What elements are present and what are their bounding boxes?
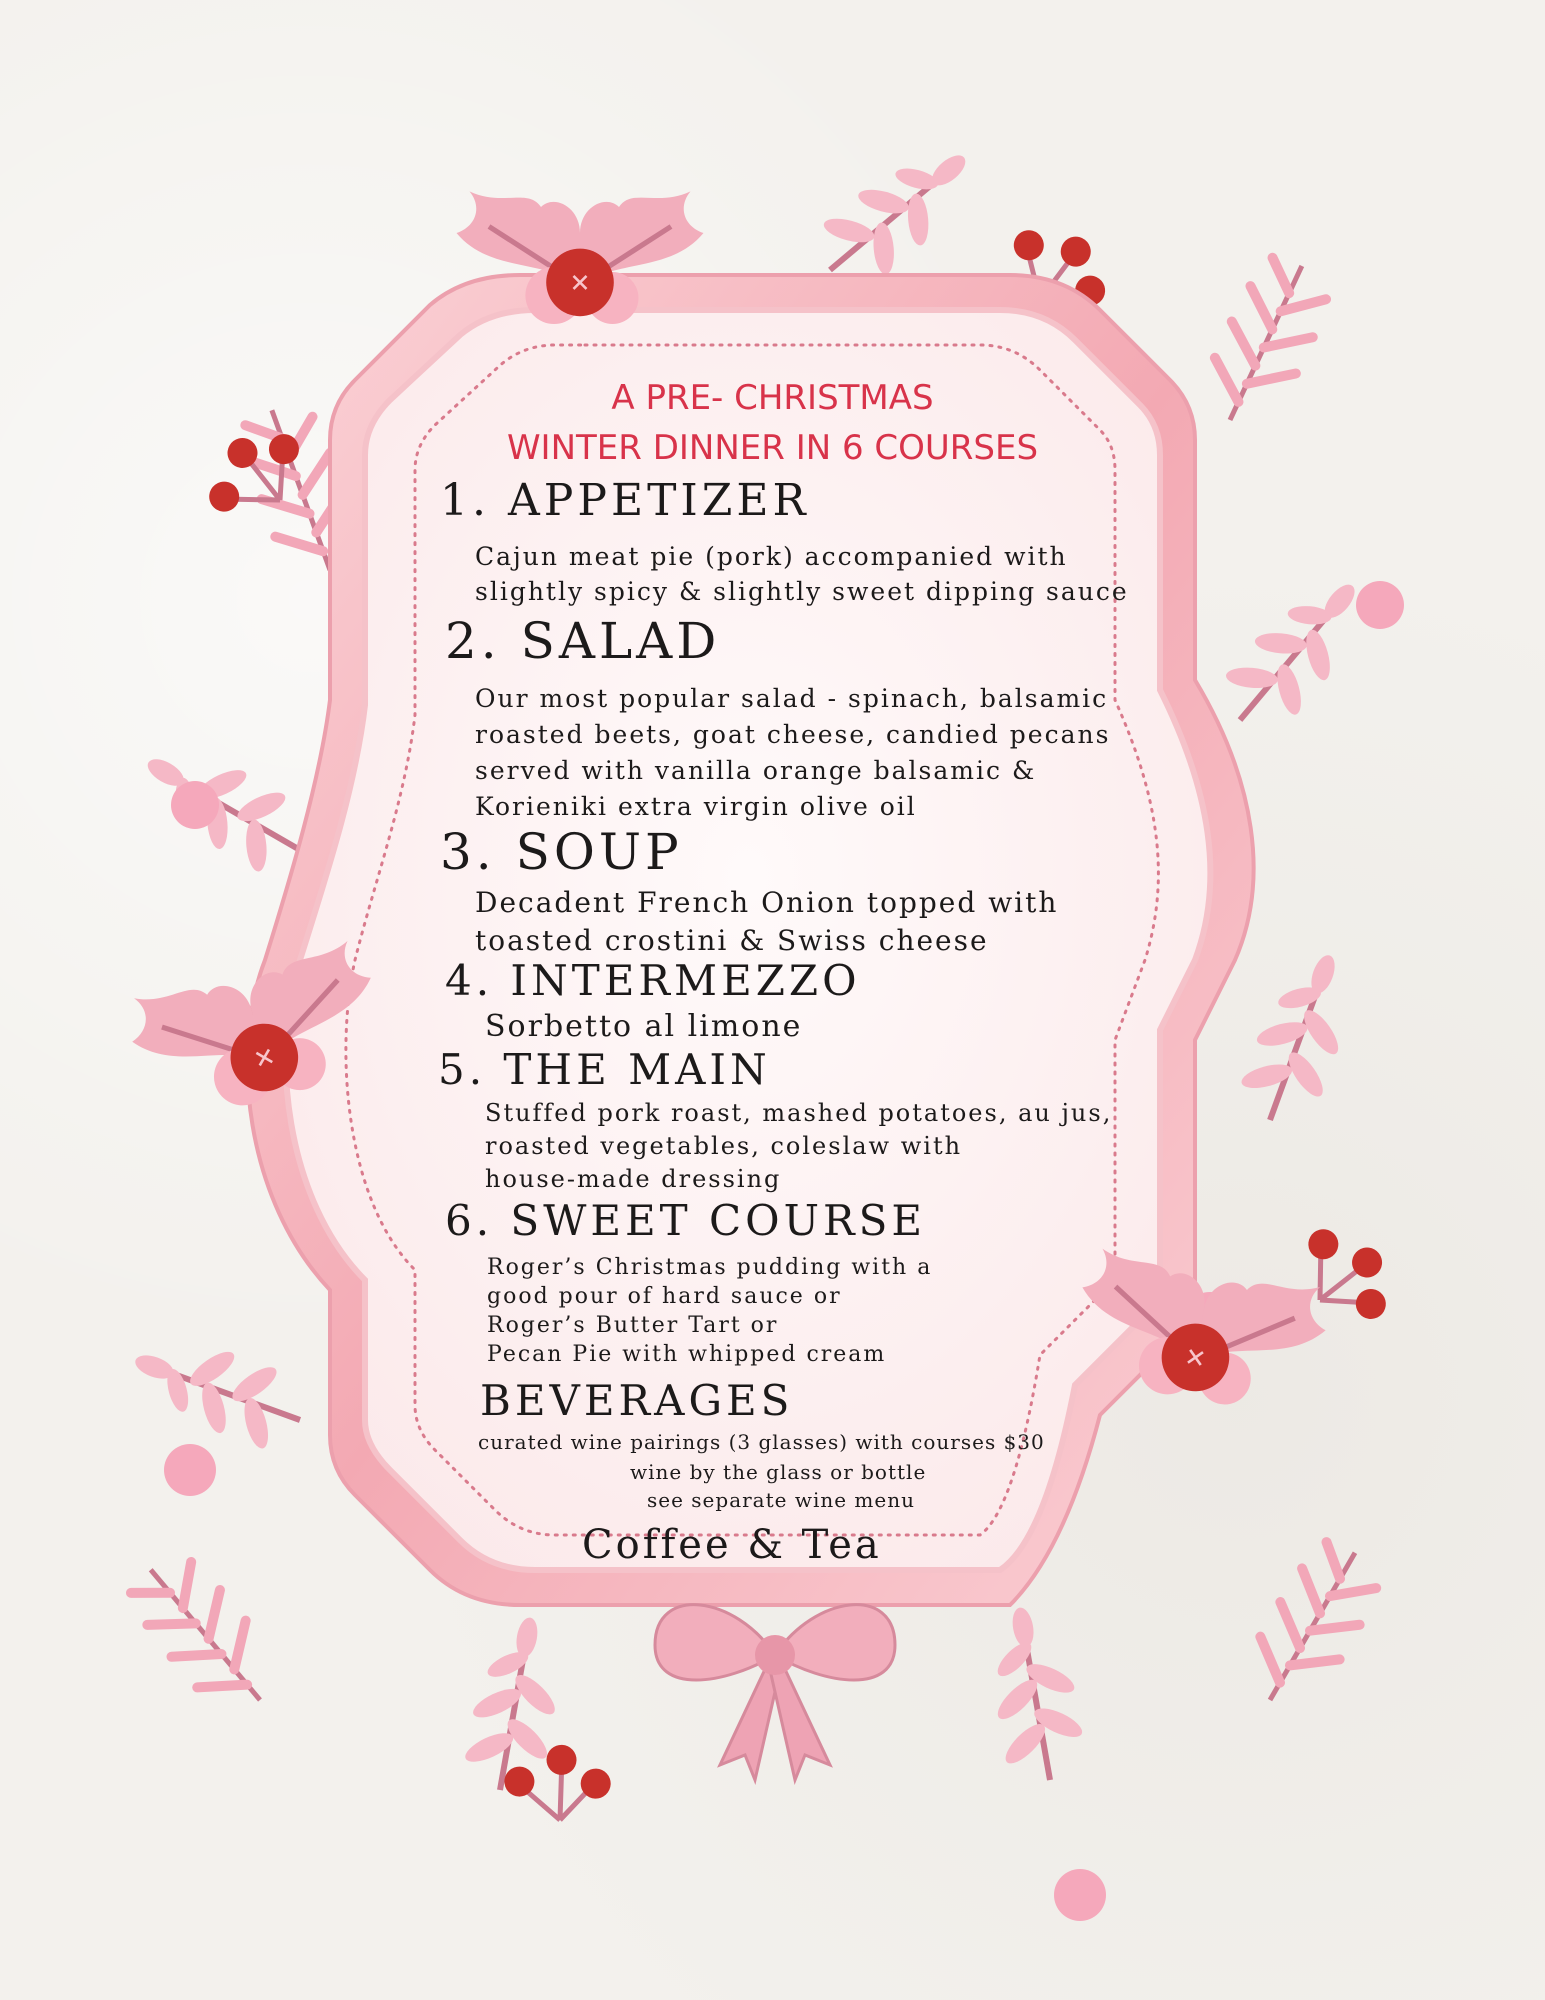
description-line: roasted beets, goat cheese, candied pecans [475, 720, 1111, 749]
beverage-line: wine by the glass or bottle [630, 1460, 927, 1484]
description-line: slightly spicy & slightly sweet dipping sauce [475, 577, 1129, 606]
description-line: toasted crostini & Swiss cheese [475, 924, 989, 957]
description-line: Stuffed pork roast, mashed potatoes, au jus, [485, 1099, 1113, 1127]
beverage-line: see separate wine menu [647, 1488, 915, 1512]
description-line: roasted vegetables, coleslaw with [485, 1132, 963, 1160]
description-line: Decadent French Onion topped with [475, 886, 1059, 919]
description-line: Roger’s Christmas pudding with a [487, 1255, 933, 1280]
course-heading-sweet: 6. SWEET COURSE [445, 1196, 927, 1245]
course-heading-soup: 3. SOUP [440, 823, 683, 881]
description-line: Pecan Pie with whipped cream [487, 1342, 887, 1367]
description-line: Roger’s Butter Tart or [487, 1313, 779, 1338]
description-line: good pour of hard sauce or [487, 1284, 842, 1309]
course-description-main [485, 1097, 1112, 1196]
course-heading-salad: 2. SALAD [445, 612, 721, 670]
beverage-line: curated wine pairings (3 glasses) with courses $30 [478, 1430, 1045, 1454]
beverages-heading: BEVERAGES [480, 1376, 794, 1425]
course-heading-intermezzo: 4. INTERMEZZO [445, 956, 861, 1005]
description-line: Cajun meat pie (pork) accompanied with [475, 542, 1068, 571]
description-line: Korieniki extra virgin olive oil [475, 792, 917, 821]
course-heading-main: 5. THE MAIN [438, 1045, 771, 1094]
course-description-appetizer [475, 539, 1129, 609]
course-description-soup [475, 884, 1058, 960]
description-line: served with vanilla orange balsamic & [475, 756, 1037, 785]
coffee-tea: Coffee & Tea [582, 1522, 882, 1568]
course-description-sweet [487, 1253, 932, 1369]
menu-title-line1: A PRE- CHRISTMAS [611, 378, 934, 418]
description-line: Sorbetto al limone [485, 1009, 803, 1044]
course-heading-appetizer: 1. APPETIZER [440, 475, 810, 526]
description-line: Our most popular salad - spinach, balsamic [475, 684, 1109, 713]
course-description-intermezzo [485, 1008, 802, 1046]
description-line: house-made dressing [485, 1165, 782, 1193]
menu-title-line2: WINTER DINNER IN 6 COURSES [506, 428, 1039, 468]
course-description-salad [475, 681, 1110, 825]
